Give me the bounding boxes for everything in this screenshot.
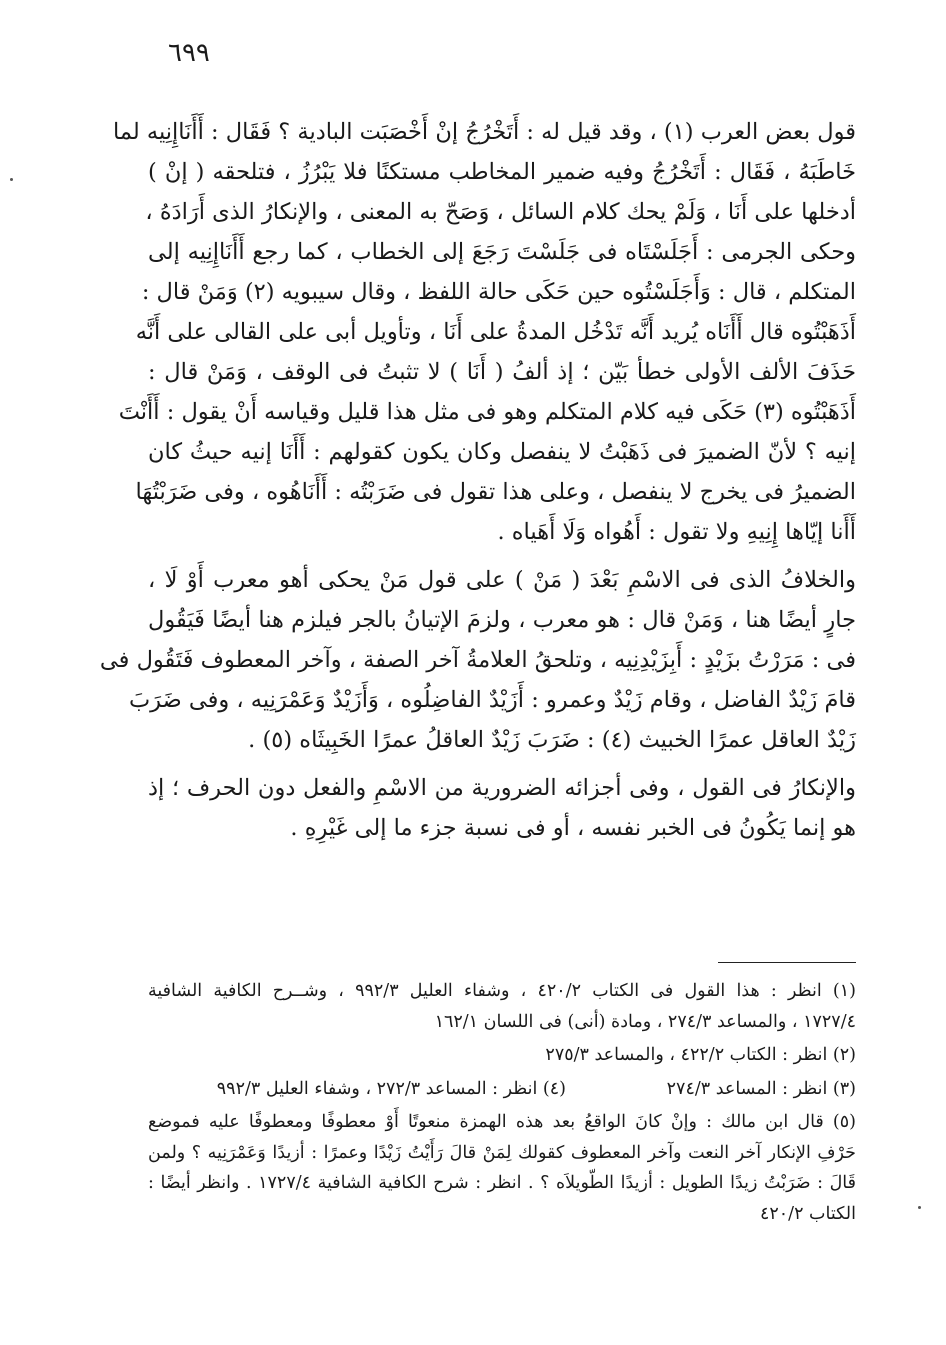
footnote-line: ١٧٢٧/٤ ، والمساعد ٢٧٤/٣ ، ومادة (أنى) فى اللسان ١٦٢/١ [434, 1011, 856, 1032]
text-line: أَذَهَبْتُوه قال أَأَنَاه يُريد أَنَّه تَدْخُل المدةُ على أَنَا ، وتأويل أبى على القالى على أَنَّه [135, 319, 856, 345]
text-line: حَذَفَ الألف الأولى خطأ بَيّن ؛ إذ ألفُ ( أَنَا ) لا تثبتُ فى الوقف ، وَمَنْ قال : [148, 359, 856, 385]
text-line: جارٍ أيضًا هنا ، وَمَنْ قال : هو معرب ، ولزمَ الإتيانُ بالجر فيلزم هنا أيضًا فَيَقُول [148, 607, 856, 633]
text-line: إنيه ؟ لأنّ الضميرَ فى ذَهَبْتُ لا ينفصل وكان يكون كقولهم : أَأَنَا إنيه حيثُ كان [148, 439, 856, 465]
footnote-2 [148, 1040, 856, 1071]
paragraph-1 [113, 112, 856, 552]
text-line: أَذَهَبْتُوه (٣) حَكَى فيه كلام المتكلم وهو فى مثل هذا قليل وقياسه أَنْ يقول : أَأَنْتَ [118, 399, 856, 425]
footnote-row-3-4 [148, 1074, 856, 1105]
footnote-line: قَالَ : ضَرَبْتُ زيدًا الطويل : أزيدًا الطّويلاَه ؟ . انظر : شرح الكافية الشافية ١٧٢٧/٤ . وانظر أيضًا : [148, 1173, 857, 1193]
footnote-line: (١) انظر : هذا القول فى الكتاب ٤٢٠/٢ ، وشفاء العليل ٩٩٢/٣ ، وشــرح الكافية الشافية [148, 981, 856, 1001]
footnote-divider [718, 962, 856, 963]
footnote-line: (٥) قال ابن مالك : وإنْ كانَ الواقعُ بعد هذه الهمزة منعوتًا أَوْ معطوفًا ومعطوفًا عليه فموضع [148, 1112, 856, 1132]
footnotes [148, 976, 856, 1232]
footnote-1 [148, 976, 856, 1037]
footnote-4: (٤) انظر : المساعد ٢٧٢/٣ ، وشفاء العليل ٩٩٢/٣ [216, 1078, 566, 1099]
footnote-3: (٣) انظر : المساعد ٢٧٤/٣ [666, 1078, 856, 1099]
paragraph-3 [148, 768, 856, 848]
footnote-line: الكتاب ٤٢٠/٢ [759, 1203, 856, 1224]
footnote-5 [148, 1107, 856, 1229]
text-line: الضميرُ فى يخرج لا ينفصل ، وعلى هذا تقول فى ضَرَبْتُه : أَأَنَاهُوه ، وفى ضَرَبْتُهَا [135, 479, 856, 505]
text-line: فى : مَرَرْتُ بزَيْدٍ : أَبِزَيْدِنِيه ، وتلحقُ العلامةُ آخر الصفة ، وآخر المعطوف فَتَقُول فى [99, 647, 856, 673]
text-line: قول بعض العرب (١) ، وقد قيل له : أَتَخْرُجُ إنْ أَخْصَبَت البادية ؟ فَقَال : أَأَنَاإِنِيه لما [113, 119, 856, 145]
text-line: أدخلها على أَنَا ، وَلَمْ يحك كلام السائل ، وَصَحّ به المعنى ، والإنكارُ الذى أَرَادَهُ ، [145, 199, 856, 225]
text-line: والخلافُ الذى فى الاسْمِ بَعْدَ ( مَنْ ) على قول مَنْ يحكى أهو معرب أَوْ لَا ، [148, 567, 856, 593]
scan-speck [918, 1206, 921, 1209]
text-line: والإنكارُ فى القول ، وفى أجزائه الضرورية من الاسْمِ والفعل دون الحرف ؛ إذ [148, 775, 856, 801]
scan-speck [10, 178, 13, 181]
page-number: ٦٩٩ [168, 38, 210, 68]
footnote-line: (٢) انظر : الكتاب ٤٢٢/٢ ، والمساعد ٢٧٥/٣ [545, 1045, 856, 1065]
paragraph-2 [99, 560, 856, 760]
text-line: هو إنما يَكُونُ فى الخبر نفسه ، أو فى نسبة جزء ما إلى غَيْرِهِ . [290, 815, 856, 841]
text-line: خَاطَبَهُ ، فَقَال : أَتَخْرُجُ وفيه ضمير المخاطب مستكنًا فلا يَبْرُزُ ، فتلحقه ( إنْ ) [148, 159, 856, 185]
footnote-line: حَرْفِ الإنكار آخر النعت وآخر المعطوف كقولك لِمَنْ قالَ رَأَيْتُ زَيْدًا وعمرًا : أزيدًا وَعَمْرَنِيه ؟ ولمن [148, 1142, 856, 1163]
text-line: زَيْدٌ العاقل عمرًا الخبيث (٤) : ضَرَبَ زَيْدٌ العاقلُ عمرًا الخَبِيثَاه (٥) . [248, 727, 856, 753]
main-text [99, 112, 856, 848]
text-line: وحكى الجرمى : أَجَلَسْتَاه فى جَلَسْتَ رَجَعَ إلى الخطاب ، كما رجع أَأَنَاإِنِيه إلى [148, 239, 856, 265]
text-line: أَأَنا إيّاها إِنِيهِ ولا تقول : أَهُواه وَلَا أَهَياه . [497, 519, 856, 545]
text-line: قامَ زَيْدٌ الفاضل ، وقام زَيْدٌ وعمرو : أَزَيْدٌ الفاضِلُوه ، وَأَزَيْدٌ وَعَمْرَنِيه ، وفى ضَرَبَ [129, 687, 856, 713]
text-line: المتكلم ، قال : وَأَجَلَسْتُوه حين حَكَى حالة اللفظ ، وقال سيبويه (٢) وَمَنْ قال : [141, 279, 856, 305]
